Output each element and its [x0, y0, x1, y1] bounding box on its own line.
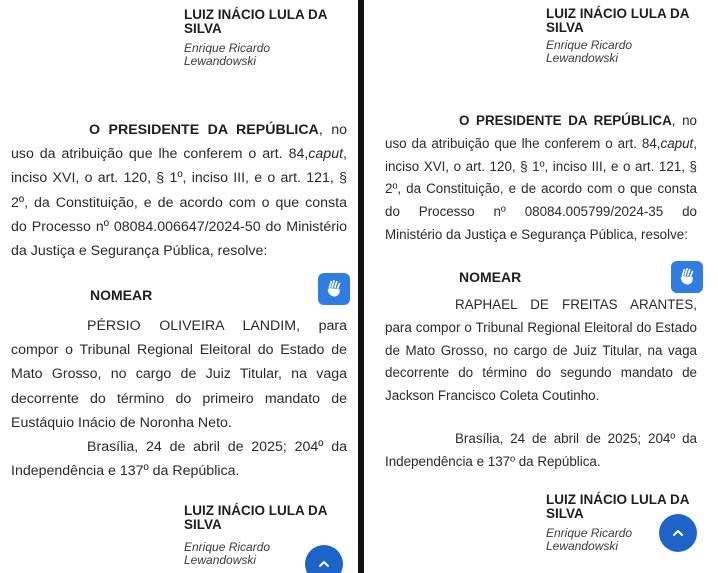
- intro-text: , no uso da atribuição que lhe conferem o art. 84,: [385, 113, 697, 151]
- scroll-top-button[interactable]: [659, 514, 697, 552]
- right-document-panel: [364, 0, 718, 573]
- sign-language-icon: [323, 278, 345, 300]
- decree-intro-paragraph: [11, 118, 347, 263]
- chevron-up-icon: [316, 556, 332, 572]
- scroll-top-button[interactable]: [305, 545, 343, 573]
- president-signature: LUIZ INÁCIO LULA DA SILVA: [184, 503, 327, 532]
- appointment-paragraph: [11, 314, 347, 435]
- appointment-text: PÉRSIO OLIVEIRA LANDIM, para compor o Tribunal Regional Eleitoral do Estado de Mato Grosso, no cargo de Juiz Titular, na vaga decorrente do término do primeiro mandato de Eustáquio Inácio de Noronha Neto.: [11, 318, 347, 431]
- appointment-text: RAPHAEL DE FREITAS ARANTES, para compor o Tribunal Regional Eleitoral do Estado de Mato Grosso, no cargo de Juiz Titular, na vaga decorrente do término do segundo mandato de Jackson Francisco Coleta Coutinho.: [385, 297, 697, 404]
- intro-text-continued: , inciso XVI, o art. 120, § 1º, inciso III, e o art. 121, § 2º, da Constituição, e de acordo com o que consta do Processo nº 08084.006647/2024-50 do Ministério da Justiça e Segurança Pública, resolve:: [11, 146, 347, 260]
- date-paragraph: [11, 435, 347, 483]
- president-signature: LUIZ INÁCIO LULA DA SILVA: [546, 492, 689, 521]
- minister-signature: Enrique Ricardo Lewandowski: [546, 526, 633, 553]
- date-text: Brasília, 24 de abril de 2025; 204º da Independência e 137º da República.: [385, 431, 697, 469]
- accessibility-button[interactable]: [318, 273, 350, 305]
- intro-text-continued: , inciso XVI, o art. 120, § 1º, inciso III, e o art. 121, § 2º, da Constituição, e de acordo com o que consta do Processo nº 08084.005799/2024-35 do Ministério da Justiça e Segurança Pública, resolve:: [385, 135, 697, 242]
- caput-text: caput: [308, 146, 344, 163]
- decree-heading: O PRESIDENTE DA REPÚBLICA: [89, 122, 319, 138]
- date-paragraph: [385, 428, 697, 474]
- caput-text: caput: [660, 135, 694, 151]
- minister-signature: Enrique Ricardo Lewandowski: [184, 540, 271, 567]
- nomear-label: NOMEAR: [90, 287, 153, 303]
- appointment-paragraph: [385, 294, 697, 408]
- date-text: Brasília, 24 de abril de 2025; 204º da Independência e 137º da República.: [11, 439, 347, 480]
- chevron-up-icon: [670, 525, 686, 541]
- accessibility-button[interactable]: [671, 261, 703, 293]
- intro-text: , no uso da atribuição que lhe conferem o art. 84,: [11, 122, 347, 163]
- president-signature: LUIZ INÁCIO LULA DA SILVA: [184, 7, 327, 36]
- sign-language-icon: [676, 266, 698, 288]
- decree-heading: O PRESIDENTE DA REPÚBLICA: [459, 113, 672, 128]
- minister-signature: Enrique Ricardo Lewandowski: [184, 41, 271, 68]
- left-document-panel: [0, 0, 358, 573]
- decree-intro-paragraph: [385, 110, 697, 247]
- nomear-label: NOMEAR: [459, 269, 522, 285]
- minister-signature: Enrique Ricardo Lewandowski: [546, 38, 633, 65]
- president-signature: LUIZ INÁCIO LULA DA SILVA: [546, 6, 689, 35]
